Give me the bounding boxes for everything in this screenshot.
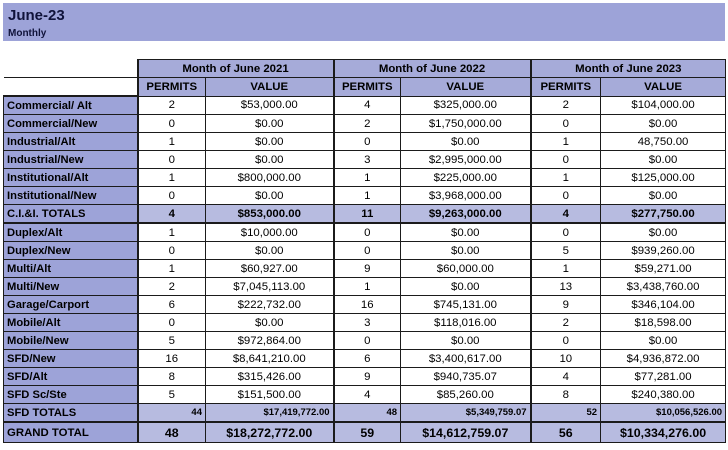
permits-cell: 44 bbox=[138, 404, 206, 423]
value-cell: $0.00 bbox=[401, 332, 531, 350]
permits-cell: 59 bbox=[334, 422, 401, 443]
row-label: Multi/New bbox=[4, 278, 138, 296]
permits-cell: 1 bbox=[138, 260, 206, 278]
col-permits-2023: PERMITS bbox=[531, 78, 601, 97]
value-cell: $118,016.00 bbox=[401, 314, 531, 332]
table-row bbox=[4, 115, 726, 133]
permits-cell: 0 bbox=[334, 223, 401, 242]
permits-cell: 2 bbox=[334, 115, 401, 133]
table-row bbox=[4, 187, 726, 205]
table-row bbox=[4, 242, 726, 260]
permits-cell: 9 bbox=[334, 368, 401, 386]
table-row bbox=[4, 260, 726, 278]
value-cell: $10,056,526.00 bbox=[601, 404, 726, 423]
value-cell: 48,750.00 bbox=[601, 133, 726, 151]
value-cell: $0.00 bbox=[601, 187, 726, 205]
permits-cell: 1 bbox=[334, 169, 401, 187]
permits-cell: 0 bbox=[531, 115, 601, 133]
value-cell: $3,968,000.00 bbox=[401, 187, 531, 205]
table-row bbox=[4, 205, 726, 224]
permits-cell: 4 bbox=[334, 96, 401, 115]
permits-cell: 0 bbox=[138, 151, 206, 169]
table-row bbox=[4, 350, 726, 368]
value-cell: $940,735.07 bbox=[401, 368, 531, 386]
group-header-2023: Month of June 2023 bbox=[531, 60, 726, 78]
value-cell: $277,750.00 bbox=[601, 205, 726, 224]
permits-cell: 0 bbox=[531, 187, 601, 205]
table-row bbox=[4, 133, 726, 151]
permits-cell: 52 bbox=[531, 404, 601, 423]
value-cell: $4,936,872.00 bbox=[601, 350, 726, 368]
permits-cell: 3 bbox=[334, 151, 401, 169]
permits-cell: 1 bbox=[334, 278, 401, 296]
permits-cell: 0 bbox=[531, 332, 601, 350]
value-cell: $85,260.00 bbox=[401, 386, 531, 404]
value-cell: $10,334,276.00 bbox=[601, 422, 726, 443]
permits-cell: 5 bbox=[138, 332, 206, 350]
value-cell: $104,000.00 bbox=[601, 96, 726, 115]
row-label: Industrial/New bbox=[4, 151, 138, 169]
value-cell: $240,380.00 bbox=[601, 386, 726, 404]
permits-cell: 2 bbox=[531, 314, 601, 332]
table-row bbox=[4, 386, 726, 404]
col-value-2023: VALUE bbox=[601, 78, 726, 97]
table-row bbox=[4, 332, 726, 350]
group-header-row bbox=[4, 60, 726, 78]
value-cell: $17,419,772.00 bbox=[206, 404, 334, 423]
permits-cell: 5 bbox=[138, 386, 206, 404]
value-cell: $0.00 bbox=[601, 151, 726, 169]
col-value-2021: VALUE bbox=[206, 78, 334, 97]
table-row bbox=[4, 404, 726, 423]
group-header-2022: Month of June 2022 bbox=[334, 60, 531, 78]
value-cell: $3,438,760.00 bbox=[601, 278, 726, 296]
value-cell: $0.00 bbox=[206, 314, 334, 332]
permits-cell: 4 bbox=[531, 205, 601, 224]
value-cell: $5,349,759.07 bbox=[401, 404, 531, 423]
value-cell: $60,927.00 bbox=[206, 260, 334, 278]
table-row bbox=[4, 314, 726, 332]
permits-cell: 9 bbox=[531, 296, 601, 314]
row-label: SFD TOTALS bbox=[4, 404, 138, 423]
permits-cell: 2 bbox=[138, 96, 206, 115]
row-label: Institutional/New bbox=[4, 187, 138, 205]
value-cell: $0.00 bbox=[601, 332, 726, 350]
permits-cell: 48 bbox=[138, 422, 206, 443]
permits-cell: 1 bbox=[531, 133, 601, 151]
value-cell: $0.00 bbox=[401, 242, 531, 260]
corner-cell-2 bbox=[4, 78, 138, 97]
permits-cell: 2 bbox=[531, 96, 601, 115]
page-title: June-23 bbox=[8, 7, 65, 24]
row-label: Multi/Alt bbox=[4, 260, 138, 278]
permits-cell: 11 bbox=[334, 205, 401, 224]
row-label: SFD/Alt bbox=[4, 368, 138, 386]
title-banner bbox=[3, 3, 725, 41]
permits-cell: 9 bbox=[334, 260, 401, 278]
value-cell: $972,864.00 bbox=[206, 332, 334, 350]
table-row bbox=[4, 296, 726, 314]
value-cell: $0.00 bbox=[206, 187, 334, 205]
value-cell: $125,000.00 bbox=[601, 169, 726, 187]
table-body bbox=[4, 96, 726, 443]
value-cell: $3,400,617.00 bbox=[401, 350, 531, 368]
table-row bbox=[4, 368, 726, 386]
value-cell: $59,271.00 bbox=[601, 260, 726, 278]
permits-cell: 0 bbox=[138, 314, 206, 332]
value-cell: $18,272,772.00 bbox=[206, 422, 334, 443]
value-cell: $225,000.00 bbox=[401, 169, 531, 187]
permits-cell: 56 bbox=[531, 422, 601, 443]
value-cell: $14,612,759.07 bbox=[401, 422, 531, 443]
permits-cell: 0 bbox=[334, 332, 401, 350]
permits-cell: 0 bbox=[334, 133, 401, 151]
table-row bbox=[4, 278, 726, 296]
permits-cell: 6 bbox=[138, 296, 206, 314]
value-cell: $60,000.00 bbox=[401, 260, 531, 278]
value-cell: $1,750,000.00 bbox=[401, 115, 531, 133]
permits-cell: 0 bbox=[138, 242, 206, 260]
permits-cell: 3 bbox=[334, 314, 401, 332]
permits-cell: 5 bbox=[531, 242, 601, 260]
permits-cell: 4 bbox=[531, 368, 601, 386]
value-cell: $0.00 bbox=[401, 223, 531, 242]
value-cell: $0.00 bbox=[206, 133, 334, 151]
value-cell: $315,426.00 bbox=[206, 368, 334, 386]
permits-cell: 0 bbox=[334, 242, 401, 260]
permits-cell: 13 bbox=[531, 278, 601, 296]
col-value-2022: VALUE bbox=[401, 78, 531, 97]
value-cell: $745,131.00 bbox=[401, 296, 531, 314]
table-row bbox=[4, 169, 726, 187]
corner-cell bbox=[4, 60, 138, 78]
row-label: Commercial/ Alt bbox=[4, 96, 138, 115]
row-label: Duplex/New bbox=[4, 242, 138, 260]
permits-cell: 1 bbox=[531, 260, 601, 278]
row-label: Mobile/Alt bbox=[4, 314, 138, 332]
table-row bbox=[4, 96, 726, 115]
permits-cell: 6 bbox=[334, 350, 401, 368]
value-cell: $151,500.00 bbox=[206, 386, 334, 404]
permits-cell: 0 bbox=[531, 223, 601, 242]
value-cell: $346,104.00 bbox=[601, 296, 726, 314]
permits-cell: 0 bbox=[531, 151, 601, 169]
value-cell: $8,641,210.00 bbox=[206, 350, 334, 368]
permits-cell: 16 bbox=[138, 350, 206, 368]
value-cell: $2,995,000.00 bbox=[401, 151, 531, 169]
value-cell: $18,598.00 bbox=[601, 314, 726, 332]
row-label: GRAND TOTAL bbox=[4, 422, 138, 443]
row-label: Mobile/New bbox=[4, 332, 138, 350]
value-cell: $0.00 bbox=[401, 278, 531, 296]
value-cell: $800,000.00 bbox=[206, 169, 334, 187]
permits-table bbox=[3, 59, 726, 443]
permits-cell: 2 bbox=[138, 278, 206, 296]
value-cell: $0.00 bbox=[601, 115, 726, 133]
value-cell: $77,281.00 bbox=[601, 368, 726, 386]
value-cell: $0.00 bbox=[601, 223, 726, 242]
row-label: SFD/New bbox=[4, 350, 138, 368]
row-label: Commercial/New bbox=[4, 115, 138, 133]
row-label: Industrial/Alt bbox=[4, 133, 138, 151]
column-header-row bbox=[4, 78, 726, 97]
row-label: Garage/Carport bbox=[4, 296, 138, 314]
value-cell: $9,263,000.00 bbox=[401, 205, 531, 224]
col-permits-2022: PERMITS bbox=[334, 78, 401, 97]
value-cell: $0.00 bbox=[206, 242, 334, 260]
value-cell: $222,732.00 bbox=[206, 296, 334, 314]
permits-cell: 1 bbox=[138, 133, 206, 151]
permits-cell: 16 bbox=[334, 296, 401, 314]
value-cell: $0.00 bbox=[206, 115, 334, 133]
value-cell: $53,000.00 bbox=[206, 96, 334, 115]
value-cell: $0.00 bbox=[206, 151, 334, 169]
permits-cell: 4 bbox=[138, 205, 206, 224]
row-label: C.I.&I. TOTALS bbox=[4, 205, 138, 224]
permits-cell: 8 bbox=[138, 368, 206, 386]
value-cell: $325,000.00 bbox=[401, 96, 531, 115]
permits-cell: 48 bbox=[334, 404, 401, 423]
permits-cell: 1 bbox=[138, 169, 206, 187]
value-cell: $0.00 bbox=[401, 133, 531, 151]
permits-cell: 0 bbox=[138, 187, 206, 205]
row-label: Institutional/Alt bbox=[4, 169, 138, 187]
value-cell: $939,260.00 bbox=[601, 242, 726, 260]
permits-cell: 10 bbox=[531, 350, 601, 368]
row-label: Duplex/Alt bbox=[4, 223, 138, 242]
table-row bbox=[4, 223, 726, 242]
permits-cell: 1 bbox=[531, 169, 601, 187]
group-header-2021: Month of June 2021 bbox=[138, 60, 334, 78]
col-permits-2021: PERMITS bbox=[138, 78, 206, 97]
table-row bbox=[4, 422, 726, 443]
value-cell: $7,045,113.00 bbox=[206, 278, 334, 296]
value-cell: $10,000.00 bbox=[206, 223, 334, 242]
page-subtitle: Monthly bbox=[8, 28, 47, 39]
permits-cell: 1 bbox=[334, 187, 401, 205]
permits-cell: 4 bbox=[334, 386, 401, 404]
table-row bbox=[4, 151, 726, 169]
value-cell: $853,000.00 bbox=[206, 205, 334, 224]
row-label: SFD Sc/Ste bbox=[4, 386, 138, 404]
permits-cell: 1 bbox=[138, 223, 206, 242]
permits-cell: 8 bbox=[531, 386, 601, 404]
permits-cell: 0 bbox=[138, 115, 206, 133]
